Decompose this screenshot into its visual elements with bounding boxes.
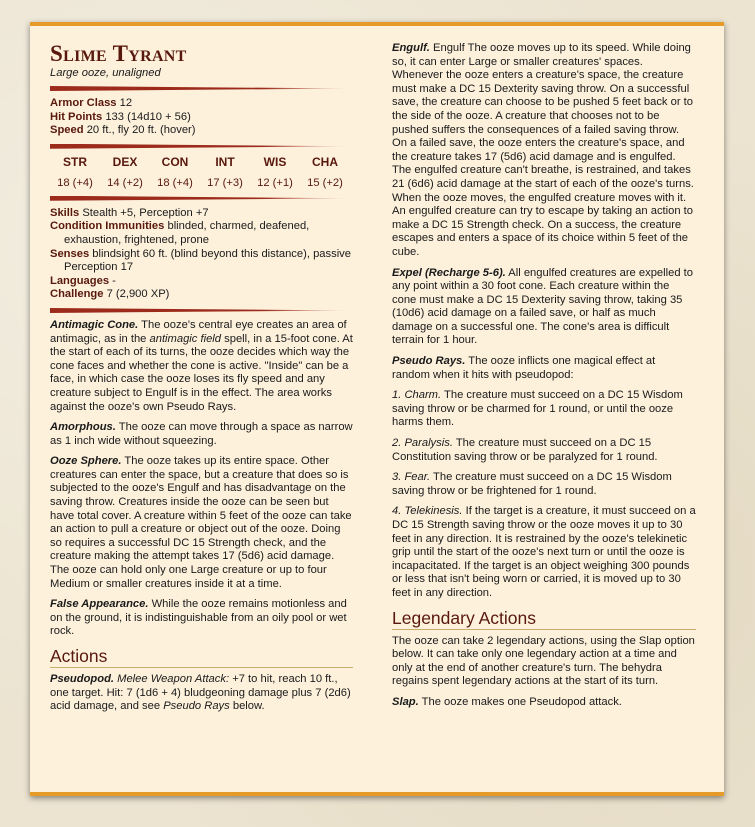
ability-dex: DEX 14 (+2) xyxy=(107,154,143,189)
ability-cha: CHA 15 (+2) xyxy=(307,154,343,189)
armor-class: Armor Class 12 xyxy=(50,97,133,109)
ray-charm: 1. Charm. The creature must succeed on a DC 15 Wisdom saving throw or be charmed for 1 round, or until the ooze harms them. xyxy=(392,389,683,429)
divider xyxy=(50,308,353,313)
trait-amorphous: Amorphous. The ooze can move through a space as narrow as 1 inch wide without squeezing. xyxy=(50,421,353,447)
ability-wis: WIS 12 (+1) xyxy=(257,154,293,189)
trait-ooze-sphere: Ooze Sphere. The ooze takes up its entire space. Other creatures can enter the space, but a creature that does so is subjected to the ooze's Engulf and has disadvantage on the saving throw. Creatures inside the ooze can be seen but have total cover. A creature within 5 feet of the ooze can take an action to pull a creature or object out of the ooze. Doing so requires a successful DC 15 Strength check, and the creature making the attempt takes 17 (5d6) acid damage. The ooze can hold only one Large creature or up to four Medium or smaller creatures inside it at a time. xyxy=(50,455,352,590)
legendary-actions-heading: Legendary Actions xyxy=(392,608,696,630)
action-pseudopod: Pseudopod. Melee Weapon Attack: +7 to hit, reach 10 ft., one target. Hit: 7 (1d6 + 4) bludgeoning damage plus 7 (2d6) acid damage, and see Pseudo Rays below. xyxy=(50,673,351,713)
divider xyxy=(50,86,353,91)
divider xyxy=(50,196,353,201)
ray-fear: 3. Fear. The creature must succeed on a DC 15 Wisdom saving throw or be frightened for 1 round. xyxy=(392,471,672,497)
legendary-intro: The ooze can take 2 legendary actions, using the Slap option below. It can take only one legendary action at a time and only at the end of another creature's turn. The behydra regains spent legendary actions at the start of its turn. xyxy=(392,634,695,688)
action-engulf: Engulf. Engulf The ooze moves up to its speed. While doing so, it can enter Large or smaller creatures' spaces. Whenever the ooze enters a creature's space, the creature must make a DC 15 Dexterity saving throw. On a successful save, the creature can choose to be pushed 5 feet back or to the side of the ooze. A creature that chooses not to be pushed suffers the consequences of a failed saving throw. On a failed save, the ooze enters the creature's space, and the creature takes 17 (5d6) acid damage and is engulfed. The engulfed creature can't breathe, is restrained, and takes 21 (6d6) acid damage at the start of each of the ooze's turns. When the ooze moves, the engulfed creature moves with it. An engulfed creature can try to escape by taking an action to make a DC 15 Strength check. On a success, the creature escapes and enters a space of its choice within 5 feet of the cube. xyxy=(392,42,694,258)
senses: Senses blindsight 60 ft. (blind beyond this distance), passive Perception 17 xyxy=(50,247,352,274)
ray-paralysis: 2. Paralysis. The creature must succeed on a DC 15 Constitution saving throw or be paralyzed for 1 round. xyxy=(392,437,658,463)
stat-block xyxy=(30,22,724,796)
monster-type: Large ooze, unaligned xyxy=(50,67,161,79)
actions-heading: Actions xyxy=(50,646,353,668)
action-expel: Expel (Recharge 5-6). All engulfed creatures are expelled to any point within a 30 foot cone. Each creature within the cone must make a DC 15 Dexterity saving throw, taking 35 (10d6) acid damage on a failed save, or half as much damage on a successful one. The cone's area is difficult terrain for 1 hour. xyxy=(392,266,694,347)
challenge: Challenge 7 (2,900 XP) xyxy=(50,288,170,301)
skills: Skills Stealth +5, Perception +7 xyxy=(50,206,209,219)
condition-immunities: Condition Immunities blinded, charmed, deafened, exhaustion, frightened, prone xyxy=(50,220,310,246)
ability-scores xyxy=(50,155,353,190)
speed: Speed 20 ft., fly 20 ft. (hover) xyxy=(50,124,196,137)
ability-int: INT 17 (+3) xyxy=(207,154,243,189)
left-column xyxy=(50,42,353,721)
ray-telekinesis: 4. Telekinesis. If the target is a creature, it must succeed on a DC 15 Strength saving throw or the ooze moves it up to 30 feet in any direction. It is restrained by the ooze's telekinetic grip until the start of the ooze's next turn or until the ooze is incapacitated. If the target is an object weighing 300 pounds or less that isn't being worn or carried, it is moved up to 30 feet in any direction. xyxy=(392,505,696,599)
trait-antimagic-cone: Antimagic Cone. The ooze's central eye creates an area of antimagic, as in the antimagic field spell, in a 15-foot cone. At the start of each of its turns, the ooze decides which way the cone faces and whether the cone is active. "Inside" can be a face, in which case the ooze loses its fly speed and any creature subject to Engulf is in the effect. The area works against the ooze's own Pseudo Rays. xyxy=(50,318,353,413)
right-column xyxy=(392,42,696,717)
trait-false-appearance: False Appearance. While the ooze remains motionless and on the ground, it is indistinguishable from an oily pool or wet rock. xyxy=(50,598,347,638)
divider xyxy=(50,144,353,149)
ability-con: CON 18 (+4) xyxy=(157,154,193,189)
languages: Languages - xyxy=(50,274,116,287)
ability-str: STR 18 (+4) xyxy=(57,154,93,189)
hit-points: Hit Points 133 (14d10 + 56) xyxy=(50,110,191,123)
trait-pseudo-rays: Pseudo Rays. The ooze inflicts one magical effect at random when it hits with pseudopod: xyxy=(392,355,656,381)
legendary-slap: Slap. The ooze makes one Pseudopod attack. xyxy=(392,695,622,708)
monster-name: Slime Tyrant xyxy=(50,41,187,66)
